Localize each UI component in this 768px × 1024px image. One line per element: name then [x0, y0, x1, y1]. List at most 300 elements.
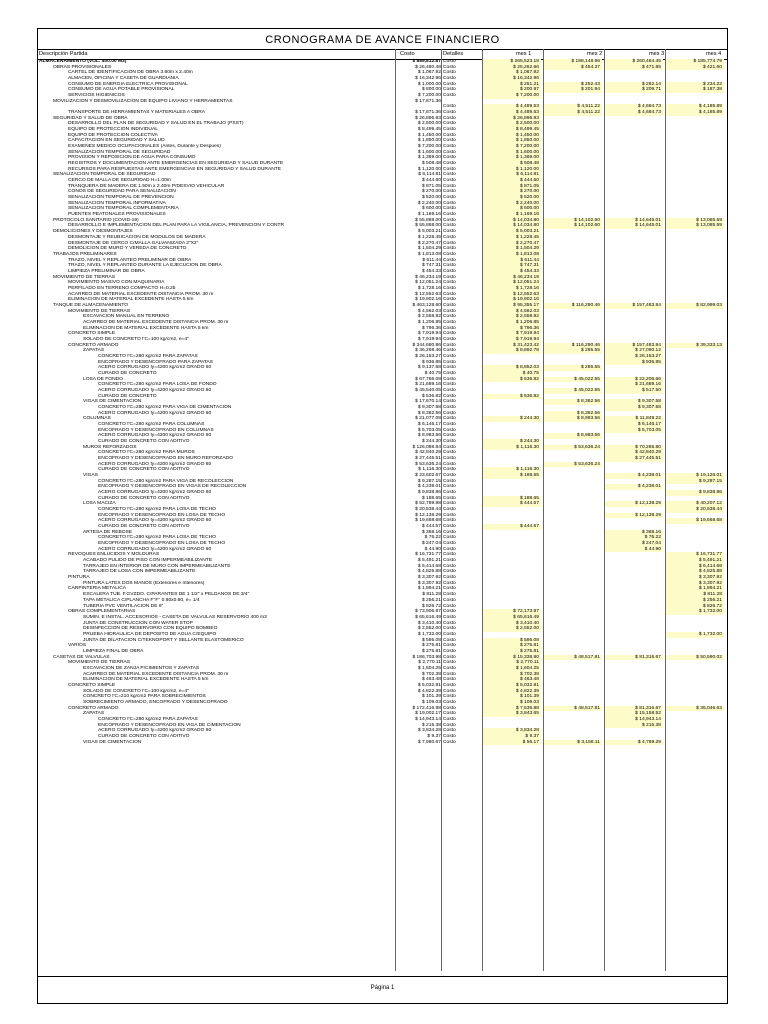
row-month-1: $ 109.03 [483, 700, 541, 706]
row-month-3: $ 4,684.73 [605, 110, 663, 116]
row-detail: Costo [443, 246, 456, 252]
row-cost: $ 20,538.44 [415, 507, 441, 513]
row-month-3: $ 6,146.17 [605, 422, 663, 428]
row-month-1: $ 9.37 [483, 734, 541, 740]
row-description: CURADO DE CONCRETO [98, 393, 157, 399]
row-month-4: $ 3,307.92 [666, 581, 724, 587]
row-description: CURADO DE CONCRETO CON ADITIVO [98, 524, 190, 530]
row-month-4: $ 826.72 [666, 604, 724, 610]
row-cost: $ 611.44 [422, 257, 441, 263]
row-cost: $ 44.90 [424, 546, 441, 552]
row-description: CONCRETO f'C=280 kg/cm2 PARA COLUMNAS [98, 422, 205, 427]
row-month-3: $ 4,238.01 [605, 473, 663, 479]
row-description: PERFILADO EN TERRENO COMPACTO H=0.25 [68, 285, 176, 291]
row-month-1: $ 1,604.25 [483, 666, 541, 672]
row-description: CURADO DE CONCRETO [98, 370, 157, 376]
row-month-1: $ 2,770.11 [483, 660, 541, 666]
row-cost: $ 8,499.45 [417, 127, 441, 133]
row-detail: Costo [443, 620, 456, 626]
row-detail: Costo [443, 291, 456, 297]
row-cost: $ 796.36 [421, 325, 441, 331]
row-month-3: $ 5,703.05 [605, 428, 663, 434]
row-description: COLUMNAS [83, 416, 111, 422]
row-description: DESARROLLO E IMPLEMENTACION DEL PLAN PARA LA VIGILANCIA, PREVENCION Y CONTR [68, 223, 285, 229]
row-cost: $ 826.72 [421, 603, 441, 609]
row-cost: $ 17,871.36 [415, 110, 441, 116]
row-detail: Costo [443, 688, 456, 694]
row-detail: Costo [443, 268, 456, 274]
row-cost: $ 1,369.00 [417, 155, 441, 161]
row-cost: $ 17,670.14 [415, 399, 441, 405]
row-month-1: $ 46,234.19 [483, 275, 541, 281]
row-description: DEMOLICION DE MURO Y VEREDA DE CONCRETO [68, 246, 187, 252]
row-month-1: $ 1,067.92 [483, 70, 541, 76]
row-description: ENCOFRADO Y DESENCOFRADO EN VIGAS DE RECOLECCION [98, 484, 247, 490]
row-description: SOBRECIMIENTO ARMADO, ENCOFRADO Y DESENCOFRADO [83, 699, 228, 705]
row-cost: $ 126,088.84 [412, 444, 441, 450]
row-detail: Costo [443, 694, 456, 700]
row-description: SEÑALIZACION TEMPORAL INFORMATIVA [68, 200, 166, 206]
row-cost: $ 2,270.47 [417, 240, 441, 246]
row-detail: Costo [443, 427, 456, 433]
row-description: CURADO DE CONCRETO CON ADITIVO [98, 467, 190, 473]
row-cost: $ 12,552.63 [415, 291, 441, 297]
row-description: DESMONTAJE DE CERCO C/MALLA GALVANIZADA 2"X2" [68, 240, 199, 246]
row-cost: $ 26,153.27 [415, 353, 441, 359]
row-cost: $ 12,051.24 [415, 280, 441, 286]
row-month-1: $ 1,169.16 [483, 212, 541, 218]
row-month-1: $ 31,423.42 [483, 343, 541, 349]
row-description: CONCRETO SIMPLE [68, 331, 116, 337]
row-cost: $ 702.38 [421, 671, 441, 677]
row-detail: Costo [443, 70, 456, 76]
row-detail: Costo [443, 64, 456, 70]
row-description: ACERO CORRUGADO fy=4200 kg/cm2 GRADO 60 [98, 365, 212, 371]
row-detail: Costo [443, 580, 456, 586]
row-description: CONCRETO f'C=280 kg/cm2 PARA VIGA DE CIMENTACION [98, 404, 232, 410]
row-cost: $ 1,813.08 [417, 251, 441, 257]
row-description: VARIOS [68, 643, 87, 649]
row-month-1: $ 5,032.81 [483, 683, 541, 689]
row-cost: $ 1,067.92 [417, 70, 441, 76]
row-month-1: $ 16,342.96 [483, 76, 541, 82]
row-month-1: $ 188.65 [483, 496, 541, 502]
row-detail: Costo [443, 319, 456, 325]
row-cost: $ 3,307.92 [417, 575, 441, 581]
row-detail: Costo [443, 682, 456, 688]
row-month-1: $ 7,200.00 [483, 93, 541, 99]
row-cost: $ 463,128.60 [412, 302, 441, 308]
row-description: MOVIMIENTO MASIVO CON MAQUINARIA [68, 280, 165, 286]
row-description: CONCRETO ARMADO [68, 342, 119, 348]
row-detail: Costo [443, 365, 456, 371]
row-month-2: $ 252.43 [544, 82, 602, 88]
row-cost: $ 4,822.39 [417, 688, 441, 694]
row-description: ENCOFRADO Y DESENCOFRADO EN COLUMNAS [98, 427, 214, 433]
row-description: PINTURA [68, 575, 90, 581]
row-detail: Costo [443, 631, 456, 637]
row-detail: Costo [443, 410, 456, 416]
row-detail: Costo [443, 387, 456, 393]
row-month-1: $ 8,499.45 [483, 127, 541, 133]
row-cost: $ 275.81 [421, 643, 441, 649]
row-detail: Costo [443, 535, 456, 541]
row-month-1: $ 188.65 [483, 473, 541, 479]
row-cost: $ 9,287.15 [417, 478, 441, 484]
row-month-1: $ 1,813.08 [483, 252, 541, 258]
row-detail: Costo [443, 87, 456, 93]
row-description: ENCOFRADO Y DESENCOFRADO EN MURO REFORZADO [98, 456, 233, 462]
row-month-3: $ 215.38 [605, 723, 663, 729]
row-cost: $ 109.03 [421, 699, 441, 705]
row-month-4: $ 4,825.88 [666, 569, 724, 575]
row-detail: Costo [443, 161, 456, 167]
row-cost: $ 3,410.40 [417, 620, 441, 626]
row-detail: Costo [443, 393, 456, 399]
row-cost: $ 23,602.67 [415, 473, 441, 479]
row-detail: Costo [443, 331, 456, 337]
row-detail: Costo [443, 144, 456, 150]
row-month-1: $ 25,262.66 [483, 65, 541, 71]
row-month-1: $ 463.48 [483, 677, 541, 683]
row-month-1: $ 6,114.81 [483, 172, 541, 178]
row-month-3: $ 14,943.14 [605, 717, 663, 723]
row-month-1: $ 2,270.47 [483, 241, 541, 247]
row-month-1: $ 600.00 [483, 206, 541, 212]
row-description: CONSUMO DE ENERGIA ELECTRICA PROVISIONAL [68, 81, 188, 87]
row-month-4: $ 256.21 [666, 598, 724, 604]
row-month-1: $ 65,616.49 [483, 615, 541, 621]
row-month-4: $ 6,414.68 [666, 564, 724, 570]
row-month-1: $ 1,116.30 [483, 467, 541, 473]
row-cost: $ 444.57 [421, 524, 441, 530]
row-description: OBRAS PROVISIONALES [53, 64, 112, 70]
row-description: SERVICIOS HIGIENICOS [68, 93, 125, 99]
row-cost: $ 6,146.17 [417, 422, 441, 427]
row-month-2: $ 3,158.11 [544, 740, 602, 746]
row-detail: Costo [443, 76, 456, 82]
row-cost: $ 270.00 [421, 189, 441, 195]
row-month-3: $ 42,840.29 [605, 450, 663, 456]
row-detail: Costo [443, 450, 456, 456]
row-detail: Costo [443, 285, 456, 291]
row-month-4: $ 40,207.12 [666, 501, 724, 507]
row-month-1: $ 2,500.00 [483, 121, 541, 127]
row-detail: Costo [443, 336, 456, 342]
row-detail: Costo [443, 677, 456, 683]
row-detail: Costo [443, 614, 456, 620]
page-footer [38, 976, 727, 1003]
row-month-3: $ 26,153.27 [605, 354, 663, 360]
row-detail: Costo [443, 263, 456, 269]
row-description: ACERO CORRUGADO fy=4200 kg/cm2 GRADO 60 [98, 518, 212, 524]
row-description: MUROS REFORZADOS [83, 444, 137, 450]
row-cost: $ 811.28 [422, 592, 441, 598]
row-month-1: $ 8,852.03 [483, 365, 541, 371]
row-month-3: $ 81,316.67 [605, 706, 663, 712]
row-detail: Costo [443, 353, 456, 359]
row-month-4: $ 4,185.89 [666, 110, 724, 116]
row-cost: $ 21,689.16 [415, 382, 441, 388]
row-cost: $ 16,731.77 [415, 552, 441, 558]
row-description: ACARREO DE MATERIAL EXCEDENTE DISTANCIA PROM. 30 m [83, 671, 229, 677]
row-cost: $ 600.00 [421, 206, 441, 212]
row-description: LIMPIEZA FINAL DE OBRA [83, 648, 144, 654]
row-detail: Costo [443, 733, 456, 739]
row-cost: $ 275.81 [421, 648, 441, 654]
row-month-1: $ 40.75 [483, 371, 541, 377]
row-month-4: $ 39,333.13 [666, 343, 724, 349]
row-cost: $ 7,200.00 [417, 93, 441, 99]
row-detail: Costo [443, 592, 456, 598]
row-cost: $ 1,504.29 [417, 246, 441, 252]
row-detail: Costo [443, 132, 456, 138]
row-detail: Costo [443, 637, 456, 643]
row-detail: Costo [443, 422, 456, 427]
row-description: ZAPATAS [83, 348, 105, 354]
row-month-1: $ 4,822.39 [483, 689, 541, 695]
row-detail: Costo [443, 439, 456, 445]
row-cost: $ 7,980.67 [417, 739, 441, 745]
row-detail: Costo [443, 467, 456, 473]
row-detail: Costo [443, 484, 456, 490]
row-detail: Costo [443, 575, 456, 581]
row-detail: Costo [443, 342, 456, 348]
row-detail: Costo [443, 348, 456, 354]
row-cost: $ 936.85 [421, 359, 441, 365]
row-cost: $ 4,562.03 [417, 308, 441, 314]
row-detail: Costo [443, 490, 456, 496]
row-detail: Costo [443, 110, 456, 116]
row-month-1: $ 7,535.88 [483, 706, 541, 712]
table-row [38, 740, 727, 746]
row-cost: $ 101.39 [421, 694, 441, 700]
row-detail: Costo [443, 558, 456, 564]
row-description: CONCRETO f'C=280 kg/cm2 PARA ZAPATAS [98, 353, 198, 359]
row-description: ACERO CORRUGADO fy=4200 kg/cm2 GRADO 60 [98, 490, 212, 496]
row-description: TRAZO, NIVEL Y REPLANTEO PRELIMINAR DE OBRA [68, 257, 192, 263]
row-detail: Costo [443, 518, 456, 524]
row-detail: Costo [443, 172, 456, 178]
row-description: SEÑALIZACION TEMPORAL COMPLEMENTARIA [68, 206, 179, 212]
row-detail: Costo [443, 569, 456, 575]
row-cost: $ 747.31 [421, 263, 441, 269]
row-month-1: $ 1,228.45 [483, 235, 541, 241]
header-costo: Costo [400, 51, 415, 57]
row-month-1: $ 200.97 [483, 87, 541, 93]
row-description: ELIMINACION DE MATERIAL EXCEDENTE HASTA 5 km [68, 297, 194, 303]
row-description: CONCRETO f'C=280 kg/cm2 PARA LOSA DE TECHO [98, 535, 216, 541]
row-detail: Costo [443, 155, 456, 161]
row-detail: Costo [443, 212, 456, 218]
row-month-2: $ 116,290.46 [544, 303, 602, 309]
row-cost: $ 1,000.00 [417, 81, 441, 87]
row-cost: $ 19,668.68 [415, 518, 441, 524]
row-cost: $ 26,896.93 [415, 115, 441, 121]
row-description: CONSUMO DE AGUA POTABLE PROVISIONAL [68, 87, 175, 93]
row-month-3: $ 12,138.29 [605, 513, 663, 519]
row-month-4: $ 1,894.21 [666, 586, 724, 592]
row-month-4: $ 9,838.86 [666, 490, 724, 496]
row-detail: Costo [443, 728, 456, 734]
row-detail: Costo [443, 183, 456, 189]
row-description: TRABAJOS PRELIMINARES [53, 251, 117, 257]
row-month-1: $ 275.81 [483, 643, 541, 649]
row-month-1: $ 444.57 [483, 524, 541, 530]
row-cost: $ 5,491.21 [417, 558, 441, 564]
row-description: OBRAS COMPLEMENTARIAS [68, 609, 136, 615]
row-cost: $ 42,840.29 [415, 450, 441, 456]
row-description: REGISTROS Y DOCUMENTACION ANTE EMERGENCIAS EN SEGURIDAD Y SALUD DURANTE [68, 161, 284, 167]
row-cost: $ 344,680.86 [412, 342, 441, 348]
row-cost: $ 76.22 [424, 535, 441, 541]
row-month-4: $ 185,774.79 [666, 59, 724, 65]
row-description: ALMACENAMIENTO (VOL. 400.00 M3) [39, 59, 127, 64]
row-detail: Costo [443, 314, 456, 320]
row-description: DESINFECCION DE RESERVORIO CON EQUIPO BOMBEO [83, 626, 218, 632]
row-cost: $ 26,480.48 [415, 64, 441, 70]
row-detail: Costo [443, 665, 456, 671]
row-description: SEÑALIZACION TEMPORAL DE SEGURIDAD [68, 149, 171, 155]
row-cost: $ 595.08 [421, 637, 441, 643]
row-detail: Costo [443, 195, 456, 201]
row-detail: Costo [443, 495, 456, 501]
row-detail: Costo [443, 166, 456, 172]
row-description: CARTEL DE IDENTIFICACION DE OBRA 3.60m x 2.40m [68, 70, 193, 76]
row-description: ACERO CORRUGADO fy=4200 kg/cm2 GRADO 60 [98, 433, 212, 439]
row-cost: $ 5,003.21 [417, 229, 441, 235]
row-month-3: $ 15,158.52 [605, 711, 663, 717]
row-month-4: $ 20,538.44 [666, 507, 724, 513]
row-month-1: $ 56.17 [483, 740, 541, 746]
row-cost: $ 73,906.87 [415, 609, 441, 615]
row-month-1: $ 1,504.29 [483, 246, 541, 252]
row-month-1: $ 1,600.00 [483, 150, 541, 156]
row-detail: Costo [443, 716, 456, 722]
row-month-4: $ 13,085.59 [666, 218, 724, 224]
header-mes-4: mes 4 [706, 51, 722, 57]
row-cost: $ 7,919.94 [417, 336, 441, 342]
row-description: TARRAJEO EN INTERIOR DE MURO CON IMPERMEABILIZANTE [83, 563, 231, 569]
row-month-3: $ 27,090.12 [605, 348, 663, 354]
row-cost: $ 1,206.85 [417, 319, 441, 325]
row-cost: $ 188.65 [421, 495, 441, 501]
row-description: TANQUE DE ALMACENAMIENTO [53, 302, 129, 308]
row-detail: Costo [443, 501, 456, 507]
row-detail: Costo [443, 257, 456, 263]
row-detail: Costo [443, 359, 456, 365]
row-detail: Costo [443, 609, 456, 615]
row-description: CURADO DE CONCRETO CON ADITIVO [98, 495, 190, 501]
row-cost: $ 4,825.88 [417, 569, 441, 575]
row-detail: Costo [443, 552, 456, 558]
row-detail: Costo [443, 705, 456, 711]
row-cost: $ 9.37 [427, 733, 441, 739]
row-month-2: $ 14,102.60 [544, 223, 602, 229]
row-cost: $ 5,032.81 [417, 682, 441, 688]
row-detail: Costo [443, 234, 456, 240]
row-detail: Costo [443, 251, 456, 257]
row-month-2: $ 116,290.46 [544, 343, 602, 349]
row-month-1: $ 15,338.80 [483, 655, 541, 661]
row-cost: $ 172,416.98 [412, 705, 441, 711]
row-description: TRANSPORTE DE HERRAMIENTAS Y MATERIALES A OBRA [68, 110, 206, 116]
row-description: TRAZO, NIVEL Y REPLANTEO DURANTE LA EJECUCION DE OBRA [68, 263, 222, 269]
row-month-1: $ 244.30 [483, 416, 541, 422]
row-detail: Costo [443, 648, 456, 654]
row-cost: $ 5,703.05 [417, 427, 441, 433]
row-cost: $ 65,616.49 [415, 614, 441, 620]
row-month-1: $ 595.08 [483, 638, 541, 644]
row-detail: Costo [443, 546, 456, 552]
row-month-3: $ 262.14 [605, 82, 663, 88]
row-month-1: $ 1,120.00 [483, 167, 541, 173]
row-detail: Costo [443, 229, 456, 235]
row-cost: $ 520.00 [421, 195, 441, 201]
row-description: ACERO CORRUGADO fy=4200 kg/cm2 GRADO 60 [98, 387, 212, 393]
row-cost: $ 1,116.30 [418, 467, 441, 473]
row-description: TRANQUERA DE MADERA DE 1.50m x 2.40m P/DESVIO VEHICULAR [68, 183, 225, 189]
row-month-4: $ 3,307.92 [666, 575, 724, 581]
row-description: CONCRETO f'C=280 kg/cm2 PARA ZAPATAS [98, 716, 198, 722]
row-month-3: $ 4,769.29 [605, 740, 663, 746]
row-cost: $ 1,450.00 [417, 132, 441, 138]
row-cost: $ 508.48 [421, 161, 441, 167]
row-cost: $ 8,983.56 [417, 433, 441, 439]
row-month-1: $ 72,173.97 [483, 609, 541, 615]
row-detail: Costo [443, 711, 456, 717]
row-month-2: $ 53,636.24 [544, 462, 602, 468]
row-month-2: $ 188,148.96 [544, 59, 602, 65]
row-description: CAPACITACION EN SEGURIDAD Y SALUD [68, 138, 165, 144]
row-month-2: $ 53,636.24 [544, 445, 602, 451]
row-description: CONCRETO SIMPLE [68, 682, 116, 688]
row-description: EQUIPO DE PROTECCION INDIVIDUAL [68, 127, 158, 133]
row-detail: Costo [443, 382, 456, 388]
row-month-1: $ 2,552.00 [483, 626, 541, 632]
row-detail: Costo [443, 722, 456, 728]
row-month-4: $ 1,732.00 [666, 609, 724, 615]
row-cost: $ 40.75 [424, 370, 441, 376]
header-mes-1: mes 1 [516, 51, 532, 57]
row-cost: $ 14,943.14 [415, 716, 441, 722]
row-description: ACARREO DE MATERIAL EXCEDENTE DISTANCIA PROM. 30 m [83, 319, 229, 325]
row-month-3: $ 247.04 [605, 541, 663, 547]
row-month-3: $ 157,483.84 [605, 303, 663, 309]
row-month-1: $ 4,562.03 [483, 309, 541, 315]
row-detail: Costo [443, 302, 456, 308]
row-cost: $ 215.38 [421, 722, 441, 728]
row-description: SEÑALIZACION TEMPORAL DE PREVENCION [68, 195, 174, 201]
row-month-4: $ 13,085.59 [666, 223, 724, 229]
row-detail: Costo [443, 217, 456, 223]
row-month-1: $ 5,003.21 [483, 229, 541, 235]
row-month-4: $ 1,732.00 [666, 632, 724, 638]
row-detail: Costo [443, 121, 456, 127]
row-description: SEGURIDAD Y SALUD DE OBRA [53, 115, 128, 121]
row-detail: Costo [443, 529, 456, 535]
row-description: SOLADO DE CONCRETO f'C=100 kg/cm2, e=4" [83, 688, 189, 694]
row-month-1: $ 8,892.78 [483, 348, 541, 354]
row-description: ACERO CORRUGADO fy=4200 kg/cm2 GRADO 60 [98, 546, 212, 552]
row-description: PROTOCOLO SANITARIO (COVID-19) [53, 217, 139, 223]
row-month-3: $ 4,238.01 [605, 484, 663, 490]
row-month-4: $ 50,590.02 [666, 655, 724, 661]
row-month-2: $ 8,983.56 [544, 433, 602, 439]
row-month-4: $ 4,185.89 [666, 104, 724, 110]
row-detail: Costo [443, 461, 456, 467]
row-description: REVOQUES ENLUCIDOS Y MOLDURAS [68, 552, 160, 558]
